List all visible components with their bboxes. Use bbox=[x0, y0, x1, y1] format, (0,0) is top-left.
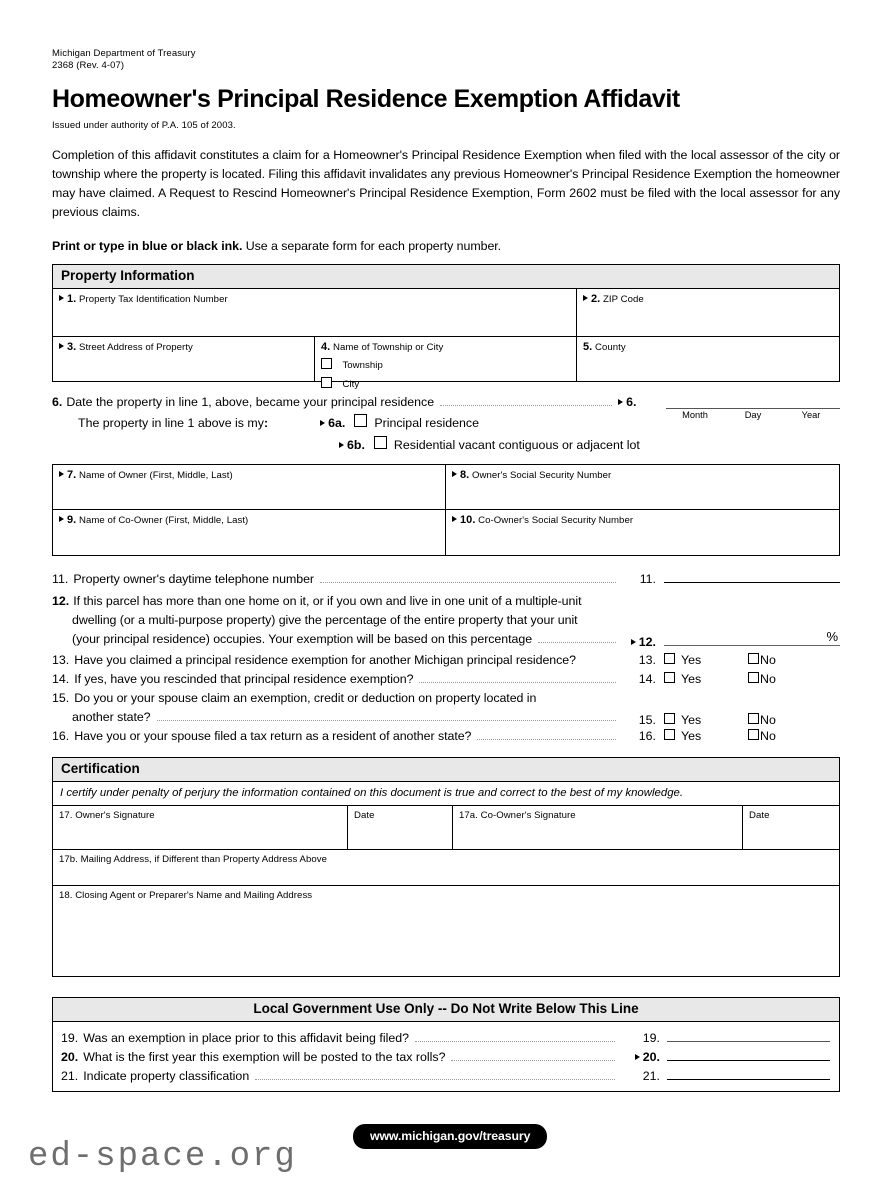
q12-answer-line[interactable] bbox=[664, 630, 840, 646]
q20-answer-line[interactable] bbox=[667, 1047, 830, 1061]
field-7-number: 7. bbox=[67, 469, 77, 481]
q21-answer-line[interactable] bbox=[667, 1066, 830, 1080]
field-3-label: Street Address of Property bbox=[79, 342, 193, 353]
field-coowner-ssn[interactable] bbox=[446, 510, 839, 555]
form-number: 2368 (Rev. 4-07) bbox=[52, 60, 125, 71]
owner-signature-label: 17. Owner's Signature bbox=[59, 810, 155, 821]
pointer-triangle-icon bbox=[59, 295, 64, 301]
certification-section bbox=[52, 757, 840, 977]
field-3-number: 3. bbox=[67, 341, 77, 353]
coowner-date-label: Date bbox=[749, 810, 770, 821]
q13-text: Have you claimed a principal residence exemption for another Michigan principal residence? bbox=[74, 653, 576, 667]
q14-yes-checkbox[interactable] bbox=[664, 672, 675, 683]
pointer-triangle-icon bbox=[59, 343, 64, 349]
line-6-section bbox=[52, 395, 840, 452]
q19-answer-number: 19. bbox=[642, 1031, 660, 1045]
date-answer-field[interactable] bbox=[666, 395, 840, 420]
print-instruction-bold: Print or type in blue or black ink. bbox=[52, 239, 243, 253]
leader-dots bbox=[255, 1079, 615, 1080]
q13-answer-number: 13. bbox=[638, 653, 656, 667]
question-12-row bbox=[52, 592, 840, 649]
day-label: Day bbox=[744, 410, 762, 420]
q15-yes-option[interactable] bbox=[664, 713, 748, 727]
leader-dots bbox=[320, 582, 616, 583]
coowner-signature-label: 17a. Co-Owner's Signature bbox=[459, 810, 576, 821]
local-government-section bbox=[52, 997, 840, 1092]
treasury-website-badge[interactable]: www.michigan.gov/treasury bbox=[353, 1124, 547, 1149]
q14-no-checkbox[interactable] bbox=[748, 672, 759, 683]
owner-date-label: Date bbox=[354, 810, 375, 821]
field-street-address[interactable] bbox=[53, 337, 315, 381]
field-owner-name[interactable] bbox=[53, 465, 446, 509]
q21-number: 21. bbox=[61, 1069, 79, 1083]
year-label: Year bbox=[801, 410, 821, 420]
field-county[interactable] bbox=[577, 337, 839, 381]
line-6b-marker: 6b. bbox=[339, 438, 365, 452]
field-9-label: Name of Co-Owner (First, Middle, Last) bbox=[79, 515, 249, 526]
mailing-address-label: 17b. Mailing Address, if Different than Property Address Above bbox=[59, 854, 327, 865]
form-page bbox=[0, 48, 892, 1202]
field-owner-signature[interactable] bbox=[53, 806, 348, 849]
question-14-row bbox=[52, 670, 840, 689]
leader-dots bbox=[477, 739, 616, 740]
q14-number: 14. bbox=[52, 672, 70, 686]
leader-dots bbox=[419, 682, 616, 683]
print-instruction bbox=[52, 239, 840, 253]
line-6b-label: Residential vacant contiguous or adjacent lot bbox=[393, 438, 640, 452]
property-row-1 bbox=[53, 289, 839, 337]
no-label: No bbox=[760, 672, 776, 686]
q11-answer-number: 11. bbox=[639, 572, 656, 586]
q20-answer-number: 20. bbox=[621, 1050, 667, 1064]
line-6-number: 6. bbox=[52, 395, 63, 409]
q21-text: Indicate property classification bbox=[83, 1069, 250, 1083]
city-checkbox-row[interactable] bbox=[321, 374, 570, 392]
field-owner-ssn[interactable] bbox=[446, 465, 839, 509]
q16-number: 16. bbox=[52, 729, 70, 743]
q14-answer-number: 14. bbox=[638, 672, 656, 686]
q14-no-option[interactable] bbox=[748, 672, 776, 686]
field-4-number: 4. bbox=[321, 341, 331, 353]
question-13-row bbox=[52, 651, 840, 670]
q13-yes-checkbox[interactable] bbox=[664, 653, 675, 664]
certification-header: Certification bbox=[53, 758, 839, 782]
q20-number: 20. bbox=[61, 1050, 79, 1064]
q12-line-1: If this parcel has more than one home on it, or if you own and live in one unit of a multiple-unit bbox=[73, 594, 582, 608]
q16-answer-number: 16. bbox=[638, 729, 656, 743]
q21-answer-number: 21. bbox=[642, 1069, 660, 1083]
q16-yes-option[interactable] bbox=[664, 729, 748, 743]
no-label: No bbox=[760, 653, 776, 667]
line-6b-row bbox=[52, 436, 840, 452]
owner-information-section bbox=[52, 464, 840, 556]
line-6a-marker: 6a. bbox=[320, 416, 345, 430]
questions-section bbox=[52, 568, 840, 746]
q16-yes-checkbox[interactable] bbox=[664, 729, 675, 740]
q16-no-option[interactable] bbox=[748, 729, 776, 743]
q15-no-option[interactable] bbox=[748, 713, 776, 727]
line-6-answer-number: 6. bbox=[618, 395, 636, 409]
field-7-label: Name of Owner (First, Middle, Last) bbox=[79, 470, 233, 481]
q15-yes-checkbox[interactable] bbox=[664, 713, 675, 724]
question-15-row bbox=[52, 689, 840, 727]
pointer-triangle-icon bbox=[339, 442, 344, 448]
q19-text: Was an exemption in place prior to this affidavit being filed? bbox=[83, 1031, 410, 1045]
no-label: No bbox=[760, 729, 776, 743]
yes-label: Yes bbox=[681, 713, 702, 727]
owner-row-1 bbox=[53, 465, 839, 510]
q13-no-option[interactable] bbox=[748, 653, 776, 667]
q16-no-checkbox[interactable] bbox=[748, 729, 759, 740]
field-2-label: ZIP Code bbox=[603, 294, 644, 305]
city-label: City bbox=[342, 379, 360, 390]
q12-number: 12. bbox=[52, 594, 70, 608]
q12-answer-number: 12. bbox=[622, 635, 664, 649]
pointer-triangle-icon bbox=[635, 1054, 640, 1060]
agency-label: Michigan Department of Treasury bbox=[52, 48, 196, 59]
leader-dots bbox=[538, 642, 616, 643]
pointer-triangle-icon bbox=[452, 471, 457, 477]
q11-text: Property owner's daytime telephone number bbox=[73, 572, 314, 586]
township-checkbox-row[interactable] bbox=[321, 355, 570, 373]
township-label: Township bbox=[342, 360, 383, 371]
pointer-triangle-icon bbox=[452, 516, 457, 522]
field-5-label: County bbox=[595, 342, 626, 353]
q16-text: Have you or your spouse filed a tax return as a resident of another state? bbox=[74, 729, 472, 743]
field-10-number: 10. bbox=[460, 514, 476, 526]
pointer-triangle-icon bbox=[59, 516, 64, 522]
leader-dots bbox=[440, 405, 612, 406]
field-9-number: 9. bbox=[67, 514, 77, 526]
q11-number: 11. bbox=[52, 572, 69, 586]
certification-statement: I certify under penalty of perjury the information contained on this document is true and correct to the best of my knowledge. bbox=[53, 782, 839, 806]
field-property-tax-id[interactable] bbox=[53, 289, 577, 336]
local-government-header: Local Government Use Only -- Do Not Write Below This Line bbox=[53, 998, 839, 1022]
township-checkbox[interactable] bbox=[321, 358, 332, 369]
no-label: No bbox=[760, 713, 776, 727]
pointer-triangle-icon bbox=[59, 471, 64, 477]
leader-dots bbox=[157, 720, 616, 721]
question-21-row bbox=[53, 1065, 839, 1084]
watermark: ed-space.org bbox=[28, 1138, 297, 1176]
intro-paragraph: Completion of this affidavit constitutes a claim for a Homeowner's Principal Residence Exemption when filed with the local assessor of the city or township where the property is located. Filing this affidavit invalidates any previous Homeowner's Principal Residence Exemption the homeowner may have claimed. A Request to Rescind Homeowner's Principal Residence Exemption, Form 2602 must be filed with the local assessor for any previous claims. bbox=[52, 148, 840, 219]
pointer-triangle-icon bbox=[320, 420, 325, 426]
percent-sign: % bbox=[826, 629, 838, 644]
property-row-2 bbox=[53, 337, 839, 390]
yes-label: Yes bbox=[681, 653, 702, 667]
agency-name bbox=[52, 48, 840, 72]
vacant-lot-checkbox[interactable] bbox=[374, 436, 387, 449]
pointer-triangle-icon bbox=[583, 295, 588, 301]
q19-number: 19. bbox=[61, 1031, 79, 1045]
field-owner-date[interactable] bbox=[348, 806, 453, 849]
principal-residence-checkbox[interactable] bbox=[354, 414, 367, 427]
q13-yes-option[interactable] bbox=[664, 653, 748, 667]
question-20-row bbox=[53, 1046, 839, 1065]
field-coowner-signature[interactable] bbox=[453, 806, 743, 849]
field-township-or-city[interactable] bbox=[315, 337, 577, 390]
q15-no-checkbox[interactable] bbox=[748, 713, 759, 724]
field-8-label: Owner's Social Security Number bbox=[472, 470, 612, 481]
question-19-row bbox=[53, 1027, 839, 1046]
field-1-number: 1. bbox=[67, 293, 77, 305]
yes-label: Yes bbox=[681, 729, 702, 743]
field-10-label: Co-Owner's Social Security Number bbox=[478, 515, 634, 526]
line-6-subintro: The property in line 1 above is my: bbox=[78, 416, 269, 430]
q15-number: 15. bbox=[52, 691, 70, 705]
mailing-address-row bbox=[53, 850, 839, 886]
question-16-row bbox=[52, 727, 840, 746]
property-information-header: Property Information bbox=[53, 265, 839, 289]
field-2-number: 2. bbox=[591, 293, 601, 305]
page-title: Homeowner's Principal Residence Exemption Affidavit bbox=[52, 85, 680, 113]
line-6a-label: Principal residence bbox=[374, 416, 480, 430]
date-answer-line[interactable] bbox=[666, 395, 840, 409]
leader-dots bbox=[415, 1041, 615, 1042]
field-coowner-date[interactable] bbox=[743, 806, 838, 849]
pointer-triangle-icon bbox=[618, 399, 623, 405]
owner-row-2 bbox=[53, 510, 839, 555]
q13-no-checkbox[interactable] bbox=[748, 653, 759, 664]
field-1-label: Property Tax Identification Number bbox=[79, 294, 228, 305]
q20-text: What is the first year this exemption will be posted to the tax rolls? bbox=[83, 1050, 446, 1064]
field-zip-code[interactable] bbox=[577, 289, 839, 336]
q11-answer-line[interactable] bbox=[664, 568, 840, 583]
q15-answer-number: 15. bbox=[638, 713, 656, 727]
q14-yes-option[interactable] bbox=[664, 672, 748, 686]
city-checkbox[interactable] bbox=[321, 377, 332, 388]
q19-answer-line[interactable] bbox=[667, 1028, 830, 1042]
field-5-number: 5. bbox=[583, 341, 593, 353]
yes-label: Yes bbox=[681, 672, 702, 686]
field-coowner-name[interactable] bbox=[53, 510, 446, 555]
property-information-section bbox=[52, 264, 840, 390]
month-label: Month bbox=[682, 410, 708, 420]
print-instruction-rest: Use a separate form for each property number. bbox=[242, 239, 502, 253]
line-6-text: Date the property in line 1, above, became your principal residence bbox=[66, 395, 435, 409]
q13-number: 13. bbox=[52, 653, 70, 667]
field-preparer[interactable] bbox=[53, 886, 839, 976]
field-8-number: 8. bbox=[460, 469, 470, 481]
q12-line-3: (your principal residence) occupies. Your exemption will be based on this percentage bbox=[72, 632, 533, 646]
q15-line-1: Do you or your spouse claim an exemption, credit or deduction on property located in bbox=[74, 691, 537, 705]
pointer-triangle-icon bbox=[631, 639, 636, 645]
q15-line-2: another state? bbox=[72, 710, 151, 724]
leader-dots bbox=[451, 1060, 615, 1061]
field-4-label: Name of Township or City bbox=[333, 342, 444, 353]
question-11-row bbox=[52, 568, 840, 589]
signature-row bbox=[53, 806, 839, 850]
preparer-label: 18. Closing Agent or Preparer's Name and Mailing Address bbox=[59, 890, 313, 901]
q12-line-2: dwelling (or a multi-purpose property) give the percentage of the entire property that your unit bbox=[72, 613, 578, 627]
preparer-row bbox=[53, 886, 839, 976]
field-mailing-address[interactable] bbox=[53, 850, 839, 885]
authority-line: Issued under authority of P.A. 105 of 2003. bbox=[52, 120, 236, 131]
q14-text: If yes, have you rescinded that principal residence exemption? bbox=[74, 672, 414, 686]
